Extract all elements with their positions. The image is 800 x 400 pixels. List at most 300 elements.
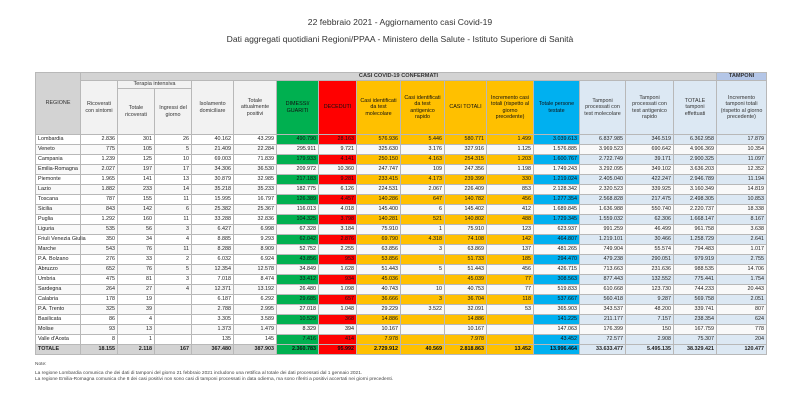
totals-cell: 38.329.421: [674, 345, 717, 355]
data-cell: 179.933: [277, 155, 319, 165]
data-cell: 43.856: [277, 255, 319, 265]
data-cell: 16.797: [234, 195, 277, 205]
data-cell: [401, 335, 445, 345]
data-cell: 3.305: [192, 315, 234, 325]
data-cell: 3.292.095: [580, 165, 626, 175]
data-cell: 43.452: [534, 335, 580, 345]
data-cell: 19: [118, 295, 155, 305]
data-cell: 14.886: [357, 315, 401, 325]
data-cell: 141.225: [534, 315, 580, 325]
data-cell: 29.685: [277, 295, 319, 305]
col-header-ti-ingressi: Ingressi del giorno: [155, 89, 192, 135]
note-line: La regione Lombardia comunica che dei dati di tamponi del giorno 21 febbraio 2021 includono una rettifica al totale dei dati processati dal 1 gennaio 2021.: [35, 371, 363, 376]
data-cell: 10.167: [445, 325, 487, 335]
region-name-cell: Friuli Venezia Giulia: [36, 235, 81, 245]
data-cell: 456: [487, 265, 534, 275]
region-name-cell: P.A. Trento: [36, 305, 81, 315]
data-cell: 12.578: [234, 265, 277, 275]
totals-cell: 40.569: [401, 345, 445, 355]
data-cell: 26: [155, 135, 192, 145]
report-date-title: 22 febbraio 2021 - Aggiornamento casi Covid-19: [307, 17, 493, 27]
data-cell: 330: [487, 175, 534, 185]
data-cell: 36.530: [234, 165, 277, 175]
data-cell: 2.641: [717, 235, 767, 245]
data-cell: 713.663: [580, 265, 626, 275]
col-header-persone-testate: Totale persone testate: [534, 81, 580, 135]
data-cell: 11: [155, 195, 192, 205]
data-cell: 3.039.613: [534, 135, 580, 145]
data-cell: 1.628: [319, 265, 357, 275]
data-cell: 988.535: [674, 265, 717, 275]
data-cell: 8.329: [277, 325, 319, 335]
data-cell: 217.475: [626, 195, 674, 205]
data-cell: 11: [155, 245, 192, 255]
region-name-cell: Basilicata: [36, 315, 81, 325]
data-cell: 1.203: [487, 155, 534, 165]
data-cell: 690.642: [626, 145, 674, 155]
data-cell: 75.910: [445, 225, 487, 235]
data-cell: 308.563: [534, 275, 580, 285]
data-cell: 2.722.749: [580, 155, 626, 165]
data-cell: 295.911: [277, 145, 319, 155]
region-name-cell: Toscana: [36, 195, 81, 205]
data-cell: 2: [155, 255, 192, 265]
data-cell: 479.238: [580, 255, 626, 265]
data-cell: 2.995: [234, 305, 277, 315]
data-cell: 327.916: [445, 145, 487, 155]
data-cell: 132.552: [626, 275, 674, 285]
col-header-tamponi-totale: TOTALE tamponi effettuati: [674, 81, 717, 135]
col-header-molecolare: Casi identificati da test molecolare: [357, 81, 401, 135]
data-cell: 778: [717, 325, 767, 335]
table-row: [36, 245, 767, 255]
data-cell: 4.457: [319, 195, 357, 205]
data-cell: 569.758: [674, 295, 717, 305]
region-name-cell: Emilia-Romagna: [36, 165, 81, 175]
data-cell: 13: [155, 175, 192, 185]
data-cell: 6.032: [192, 255, 234, 265]
data-cell: 62.306: [626, 215, 674, 225]
table-row: [36, 295, 767, 305]
data-cell: 7.978: [445, 335, 487, 345]
data-cell: 21.409: [192, 145, 234, 155]
data-cell: 953: [319, 255, 357, 265]
data-cell: 145.402: [445, 205, 487, 215]
data-cell: 10.853: [717, 195, 767, 205]
data-cell: 1.689.845: [534, 205, 580, 215]
data-cell: 412: [487, 205, 534, 215]
data-cell: 807: [717, 305, 767, 315]
data-cell: 623.937: [534, 225, 580, 235]
data-cell: 14.819: [717, 185, 767, 195]
data-cell: 43.299: [234, 135, 277, 145]
data-cell: 197: [118, 165, 155, 175]
data-cell: 6: [155, 205, 192, 215]
table-row: [36, 215, 767, 225]
data-cell: 160: [118, 215, 155, 225]
data-cell: 209.972: [277, 165, 319, 175]
data-cell: 349.102: [626, 165, 674, 175]
data-cell: 51.443: [357, 265, 401, 275]
data-cell: 365.903: [534, 305, 580, 315]
data-cell: 9.287: [626, 295, 674, 305]
data-cell: 490.790: [277, 135, 319, 145]
data-cell: 3.522: [401, 305, 445, 315]
data-cell: 147.063: [534, 325, 580, 335]
note-line: La regione Emilia-Romagna comunica che 8 dei casi positivi non sono casi di tamponi processati in data odierna, ma sono riferiti a positivi accertati nei giorni precedenti.: [35, 377, 394, 382]
data-cell: 1.729.345: [534, 215, 580, 225]
data-cell: 4.163: [401, 155, 445, 165]
data-cell: 550.740: [626, 205, 674, 215]
data-cell: 1.277.354: [534, 195, 580, 205]
data-cell: 1.258.729: [674, 235, 717, 245]
data-cell: 464.807: [534, 235, 580, 245]
data-cell: 1.198: [487, 165, 534, 175]
col-header-casi-totali: CASI TOTALI: [445, 81, 487, 135]
data-cell: 2.067: [401, 185, 445, 195]
data-cell: 8: [81, 335, 118, 345]
data-cell: 1.048: [319, 305, 357, 315]
data-cell: 12.371: [192, 285, 234, 295]
table-row: [36, 255, 767, 265]
data-cell: 140.802: [445, 215, 487, 225]
data-cell: 32.091: [445, 305, 487, 315]
table-row: [36, 315, 767, 325]
data-cell: 5: [401, 265, 445, 275]
data-cell: 145: [234, 335, 277, 345]
data-cell: 1: [401, 225, 445, 235]
data-cell: 35.218: [192, 185, 234, 195]
data-cell: 48.200: [626, 305, 674, 315]
data-cell: 211.177: [580, 315, 626, 325]
data-cell: 233.415: [357, 175, 401, 185]
data-cell: 2.876: [319, 235, 357, 245]
data-cell: [401, 315, 445, 325]
data-cell: 30.466: [626, 235, 674, 245]
data-cell: 3.636.203: [674, 165, 717, 175]
data-cell: 519.833: [534, 285, 580, 295]
data-cell: 25.367: [234, 205, 277, 215]
data-cell: 979.919: [674, 255, 717, 265]
region-name-cell: Piemonte: [36, 175, 81, 185]
data-cell: 17.879: [717, 135, 767, 145]
data-cell: 53: [487, 305, 534, 315]
data-cell: 33: [118, 255, 155, 265]
col-header-ricoverati: Ricoverati con sintomi: [81, 81, 118, 135]
data-cell: 233: [118, 185, 155, 195]
totals-cell: 5.495.135: [626, 345, 674, 355]
data-cell: 62.042: [277, 235, 319, 245]
data-cell: 34: [118, 235, 155, 245]
data-cell: 77: [487, 275, 534, 285]
data-cell: 3: [401, 245, 445, 255]
data-cell: 475: [81, 275, 118, 285]
data-cell: 2.498.305: [674, 195, 717, 205]
data-cell: 4.018: [319, 205, 357, 215]
data-cell: [155, 305, 192, 315]
data-cell: 2.946.789: [674, 175, 717, 185]
data-cell: 35.233: [234, 185, 277, 195]
data-cell: 247.356: [445, 165, 487, 175]
data-cell: 26.480: [277, 285, 319, 295]
data-cell: [401, 255, 445, 265]
data-cell: [487, 325, 534, 335]
data-cell: 140.782: [445, 195, 487, 205]
data-cell: 204: [717, 335, 767, 345]
data-cell: 456: [487, 195, 534, 205]
data-cell: 11: [155, 215, 192, 225]
data-cell: 414: [319, 335, 357, 345]
totals-cell: 13.452: [487, 345, 534, 355]
data-cell: 1.749.243: [534, 165, 580, 175]
data-cell: 125: [118, 155, 155, 165]
data-cell: 610.668: [580, 285, 626, 295]
table-row: [36, 165, 767, 175]
data-cell: 36.666: [357, 295, 401, 305]
data-cell: 2.405.040: [580, 175, 626, 185]
data-cell: 34.306: [192, 165, 234, 175]
data-cell: 185: [487, 255, 534, 265]
data-cell: 339.741: [674, 305, 717, 315]
data-cell: 1.499: [487, 135, 534, 145]
data-cell: 853: [487, 185, 534, 195]
data-cell: 72.577: [580, 335, 626, 345]
data-cell: 33.412: [277, 275, 319, 285]
table-row: [36, 305, 767, 315]
data-cell: 624: [717, 315, 767, 325]
data-cell: 25.382: [192, 205, 234, 215]
covid-data-table-container: [35, 72, 766, 355]
data-cell: 55.574: [626, 245, 674, 255]
data-cell: 7.416: [277, 335, 319, 345]
data-cell: 77: [487, 285, 534, 295]
data-cell: 140.281: [357, 215, 401, 225]
col-header-ti-totale: Totale ricoverati: [118, 89, 155, 135]
data-cell: 3.798: [319, 215, 357, 225]
data-cell: 150: [626, 325, 674, 335]
data-cell: 45.039: [445, 275, 487, 285]
data-cell: 1.239: [81, 155, 118, 165]
data-cell: 4.141: [319, 155, 357, 165]
data-cell: 155: [118, 195, 155, 205]
region-name-cell: Veneto: [36, 145, 81, 155]
data-cell: 226.409: [445, 185, 487, 195]
data-cell: [155, 335, 192, 345]
data-cell: 2.027: [81, 165, 118, 175]
data-cell: 775: [81, 145, 118, 155]
data-cell: 1.098: [319, 285, 357, 295]
totals-cell: 367.480: [192, 345, 234, 355]
data-cell: 1.636.988: [580, 205, 626, 215]
data-cell: 53.856: [357, 255, 401, 265]
col-header-tamponi-antigenico: Tamponi processati con test antigenico rapido: [626, 81, 674, 135]
table-body: [36, 135, 767, 345]
data-cell: 339.925: [626, 185, 674, 195]
data-cell: 9.281: [319, 175, 357, 185]
col-header-guariti: DIMESSI/ GUARITI: [277, 81, 319, 135]
data-cell: 8.167: [717, 215, 767, 225]
data-cell: 2.755: [717, 255, 767, 265]
data-cell: 33.288: [192, 215, 234, 225]
data-cell: 14.706: [717, 265, 767, 275]
data-cell: 12.354: [192, 265, 234, 275]
band-terapia-intensiva: Terapia intensiva: [118, 81, 192, 89]
data-cell: 368: [319, 315, 357, 325]
data-cell: 39: [118, 305, 155, 315]
col-header-antigenico: Casi identificati da test antigenico rapido: [401, 81, 445, 135]
table-row: [36, 185, 767, 195]
data-cell: 264: [81, 285, 118, 295]
data-cell: 1.292: [81, 215, 118, 225]
data-cell: 39.171: [626, 155, 674, 165]
data-cell: 71.839: [234, 155, 277, 165]
data-cell: 343.537: [580, 305, 626, 315]
table-row: [36, 195, 767, 205]
report-subtitle: Dati aggregati quotidiani Regioni/PPAA - Ministero della Salute - Istituto Superiore di Sanità: [226, 34, 574, 44]
data-cell: 27.018: [277, 305, 319, 315]
data-cell: 5.446: [401, 135, 445, 145]
data-cell: 178: [81, 295, 118, 305]
table-row: [36, 265, 767, 275]
data-cell: 537.667: [534, 295, 580, 305]
data-cell: 775.441: [674, 275, 717, 285]
totals-cell: 13.996.464: [534, 345, 580, 355]
region-name-cell: Lombardia: [36, 135, 81, 145]
data-cell: 6.427: [192, 225, 234, 235]
data-cell: 6.292: [234, 295, 277, 305]
data-cell: 231.636: [626, 265, 674, 275]
data-cell: 3: [155, 225, 192, 235]
totals-cell: 33.633.477: [580, 345, 626, 355]
data-cell: 74.108: [445, 235, 487, 245]
data-cell: [155, 325, 192, 335]
totals-cell: 18.155: [81, 345, 118, 355]
data-cell: 238.354: [674, 315, 717, 325]
data-cell: 657: [319, 295, 357, 305]
data-cell: 12.352: [717, 165, 767, 175]
data-cell: 301: [118, 135, 155, 145]
region-name-cell: Lazio: [36, 185, 81, 195]
data-cell: 141: [118, 175, 155, 185]
data-cell: 36.704: [445, 295, 487, 305]
region-name-cell: Campania: [36, 155, 81, 165]
band-casi-confermati: CASI COVID-19 CONFERMATI: [81, 73, 717, 81]
totals-label-cell: TOTALE: [36, 345, 81, 355]
totals-cell: 2.729.912: [357, 345, 401, 355]
data-cell: 580.771: [445, 135, 487, 145]
region-name-cell: Puglia: [36, 215, 81, 225]
data-cell: 63.869: [445, 245, 487, 255]
data-cell: 1.373: [192, 325, 234, 335]
data-cell: 3: [401, 295, 445, 305]
data-cell: 934: [319, 275, 357, 285]
totals-cell: 2.818.863: [445, 345, 487, 355]
band-tamponi: TAMPONI: [717, 73, 767, 81]
data-cell: 40.753: [445, 285, 487, 295]
col-header-positivi: Totale attualmente positivi: [234, 81, 277, 135]
data-cell: 6.924: [234, 255, 277, 265]
data-cell: 9.721: [319, 145, 357, 155]
data-cell: 45.036: [357, 275, 401, 285]
data-cell: 14: [155, 185, 192, 195]
region-name-cell: Umbria: [36, 275, 81, 285]
col-header-tamponi-incremento: Incremento tamponi totali (rispetto al giorno precedente): [717, 81, 767, 135]
table-row: [36, 275, 767, 285]
data-cell: 1.668.147: [674, 215, 717, 225]
totals-cell: 120.477: [717, 345, 767, 355]
col-header-regione: REGIONE: [36, 73, 81, 135]
data-cell: [401, 275, 445, 285]
data-cell: 10.167: [357, 325, 401, 335]
data-cell: 104.325: [277, 215, 319, 225]
data-cell: 20.443: [717, 285, 767, 295]
totals-cell: 95.992: [319, 345, 357, 355]
data-cell: 86: [81, 315, 118, 325]
data-cell: 2.568.828: [580, 195, 626, 205]
table-row: [36, 145, 767, 155]
region-name-cell: Marche: [36, 245, 81, 255]
data-cell: 3.176: [401, 145, 445, 155]
data-cell: 13: [118, 325, 155, 335]
data-cell: 135: [192, 335, 234, 345]
data-cell: 7.157: [626, 315, 674, 325]
region-name-cell: Abruzzo: [36, 265, 81, 275]
data-cell: 8.288: [192, 245, 234, 255]
data-cell: 67.328: [277, 225, 319, 235]
data-cell: 3.969.523: [580, 145, 626, 155]
data-cell: 276: [81, 255, 118, 265]
data-cell: 3.184: [319, 225, 357, 235]
data-cell: 52.752: [277, 245, 319, 255]
region-name-cell: Liguria: [36, 225, 81, 235]
data-cell: [487, 335, 534, 345]
data-cell: 142: [118, 205, 155, 215]
data-cell: 3.160.349: [674, 185, 717, 195]
totals-cell: 2.118: [118, 345, 155, 355]
data-cell: 346.519: [626, 135, 674, 145]
region-name-cell: P.A. Bolzano: [36, 255, 81, 265]
table-row: [36, 285, 767, 295]
data-cell: [155, 315, 192, 325]
data-cell: 2.051: [717, 295, 767, 305]
data-cell: 1.600.767: [534, 155, 580, 165]
data-cell: 426.715: [534, 265, 580, 275]
data-cell: 8.474: [234, 275, 277, 285]
data-cell: 1.559.032: [580, 215, 626, 225]
data-cell: 126.389: [277, 195, 319, 205]
data-cell: 224.531: [357, 185, 401, 195]
data-cell: 75.910: [357, 225, 401, 235]
data-cell: 176.399: [580, 325, 626, 335]
data-cell: 1.882: [81, 185, 118, 195]
data-cell: 46.499: [626, 225, 674, 235]
data-cell: 8.885: [192, 235, 234, 245]
data-cell: 93: [81, 325, 118, 335]
data-cell: 1.219.101: [580, 235, 626, 245]
data-cell: 991.259: [580, 225, 626, 235]
totals-row: [36, 345, 767, 355]
data-cell: 4.906.369: [674, 145, 717, 155]
data-cell: 576.936: [357, 135, 401, 145]
data-cell: 137: [487, 245, 534, 255]
data-cell: 3.589: [234, 315, 277, 325]
notes-label: Note:: [35, 362, 47, 367]
covid-data-table: [35, 72, 767, 355]
data-cell: 10: [401, 285, 445, 295]
data-cell: 32.836: [234, 215, 277, 225]
data-cell: 1.754: [717, 275, 767, 285]
data-cell: 4.318: [401, 235, 445, 245]
